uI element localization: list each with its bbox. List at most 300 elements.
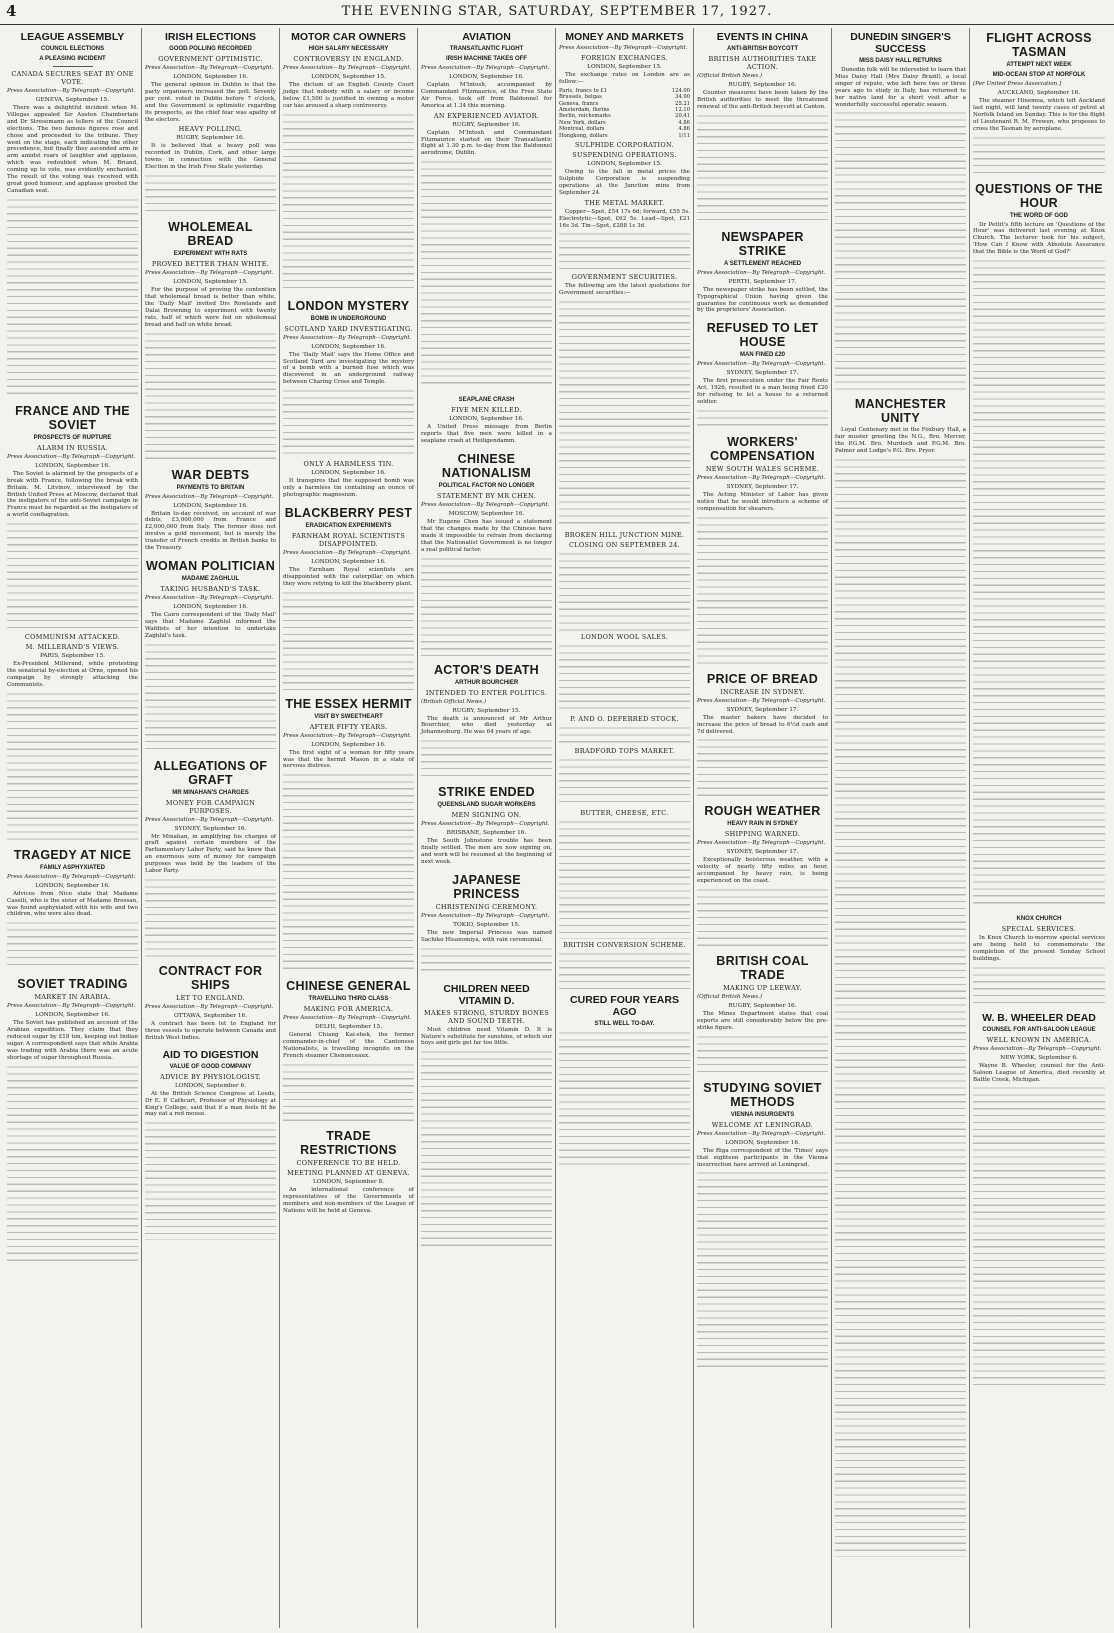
credit: (Official British News.)	[697, 994, 763, 1001]
credit: Press Association—By Telegraph—Copyright.	[559, 45, 688, 51]
dateline: PERTH, September 17.	[728, 278, 797, 285]
article-body: The death is announced of Mr Arthur Bourchier, who died yesterday at Johannesburg. He was 64 years of age.	[421, 715, 552, 736]
article-body: The Cairo correspondent of the 'Daily Mail' says that Madame Zaghlul informed the Wafdists of her intention to undertake Zaghlul's task.	[145, 611, 276, 639]
rate-label: Amsterdam, florins	[559, 107, 610, 114]
article-actors-death	[421, 663, 552, 779]
body-text-lines	[559, 231, 690, 271]
body-text-lines	[973, 1085, 1105, 1385]
subheading: ALARM IN RUSSIA.	[37, 443, 108, 452]
subheading: BRITISH AUTHORITIES TAKE ACTION.	[708, 55, 817, 71]
article-strike-ended	[421, 785, 552, 866]
headline: CURED FOUR YEARS AGO	[570, 994, 679, 1019]
article-knox-church	[973, 915, 1105, 1005]
body-text-lines	[697, 408, 828, 428]
deck: ANTI-BRITISH BOYCOTT	[727, 46, 798, 52]
article-questions-hour	[973, 182, 1105, 909]
headline: STRIKE ENDED	[438, 785, 535, 800]
rate-value: 4.86	[678, 119, 690, 126]
headline: JAPANESE PRINCESS	[452, 872, 521, 901]
body-text-lines	[973, 258, 1105, 908]
deck: VALUE OF GOOD COMPANY	[169, 1063, 252, 1070]
body-text-lines	[697, 515, 828, 665]
headline: NEWSPAPER STRIKE	[721, 229, 804, 258]
headline: TRAGEDY AT NICE	[13, 847, 132, 862]
page-number: 4	[6, 2, 17, 20]
deck: COUNSEL FOR ANTI-SALOON LEAGUE	[982, 1026, 1096, 1033]
subheading: STATEMENT BY MR CHEN.	[436, 491, 536, 500]
dateline: RUGBY, September 15.	[452, 707, 521, 714]
dateline: LONDON, September 16.	[35, 462, 110, 469]
rate-value: 4.86	[678, 126, 690, 133]
deck: PAYMENTS TO BRITAIN	[176, 484, 245, 491]
dateline: LONDON, September 16.	[311, 558, 386, 565]
article-body: It transpires that the supposed bomb was only a harmless tin containing an ounce of photographic magnesium.	[283, 478, 414, 498]
dateline: LONDON, September 15.	[587, 161, 662, 168]
credit: Press Association—By Telegraph—Copyright.	[283, 65, 412, 71]
rate-label: Paris, francs to £1	[559, 87, 607, 94]
deck: HEAVY RAIN IN SYDNEY	[727, 821, 798, 828]
article-body: Captain M'Intosh and Commandant Fitzmaurice started on their Transatlantic flight at 1.30 p.m. to-day from the Baldonnel aerodrome, Dublin.	[421, 129, 552, 157]
article-body: The Farnham Royal scientists are disappointed with the caterpillar on which they were relying to kill the blackberry plant.	[283, 566, 414, 587]
subheading: AFTER FIFTY YEARS.	[309, 722, 388, 731]
article-body: The Soviet is alarmed by the prospects of a break with France, following the break with Britain. M. Litvinov, interviewed by the British United Press at Moscow, declared that the instigators of the anti-Soviet campaign in France must be regarded as the instigators of a world conflagration.	[7, 470, 138, 519]
deck: QUEENSLAND SUGAR WORKERS	[437, 802, 536, 809]
deck: SEAPLANE CRASH	[458, 397, 515, 404]
credit: Press Association—By Telegraph—Copyright.	[7, 88, 136, 94]
article-seaplane-crash	[421, 396, 552, 445]
body-text-lines	[559, 643, 690, 713]
column-4	[418, 28, 556, 1628]
deck: MADAME ZAGHLUL	[181, 575, 240, 582]
body-text-lines	[973, 965, 1105, 1005]
dateline: DELHI, September 15.	[314, 1024, 383, 1031]
rate-label: Geneva, francs	[559, 100, 599, 107]
headline: WAR DEBTS	[171, 467, 250, 482]
dateline: SYDNEY, September 17.	[726, 706, 799, 713]
article-body: The Riga correspondent of the 'Times' says that eighteen participants in the Vienna insurrection have arrived at Leningrad.	[697, 1147, 828, 1168]
dateline: SYDNEY, September 16.	[174, 825, 247, 832]
article-body: General Chiang Kai-shek, the former commander-in-chief of the Cantonese Nationalists, is travelling incognito on the French steamer Chenonceaux.	[283, 1032, 414, 1060]
deck: MISS DAISY HALL RETURNS	[859, 58, 942, 64]
article-body: Copper—Spot, £54 17s 6d; forward, £55 5s. Electrolytic—Spot, £62 5s. Lead—Spot, £21 16s 3d. Tin—Spot, £288 1s 3d.	[559, 208, 690, 229]
dateline: OTTAWA, September 16.	[173, 1013, 248, 1019]
body-text-lines	[835, 457, 966, 1557]
headline: SOVIET TRADING	[17, 977, 128, 992]
subheading: BUTTER, CHEESE, ETC.	[580, 809, 669, 818]
body-text-lines	[559, 951, 690, 991]
credit: Press Association—By Telegraph—Copyright.	[145, 65, 274, 71]
column-3	[280, 28, 418, 1628]
dateline: PARIS, September 15.	[39, 653, 105, 660]
masthead	[0, 0, 1114, 25]
column-1	[4, 28, 142, 1628]
body-text-lines	[559, 551, 690, 631]
dateline: LONDON, September 16.	[35, 1012, 110, 1019]
dateline: LONDON, September 16.	[311, 343, 386, 350]
dateline: SYDNEY, September 17.	[726, 370, 799, 377]
article-body: The steamer Hinemoa, which left Auckland last night, will land twenty cases of petrol at Norfolk Island on Sunday. This is for the flight of Lieutenant R. M. Frewen, who proposes to cross the Tasman by aeroplane.	[973, 98, 1105, 132]
subheading: MARKET IN ARABIA.	[34, 993, 111, 1002]
headline: STUDYING SOVIET METHODS	[703, 1080, 822, 1109]
body-text-lines	[421, 1049, 552, 1249]
credit: Press Association—By Telegraph—Copyright.	[283, 732, 412, 739]
dateline: LONDON, September 16.	[725, 1139, 800, 1146]
subheading: MAKING UP LEEWAY.	[723, 984, 802, 993]
article-london-mystery	[283, 299, 414, 499]
subheading: HEAVY POLLING.	[178, 125, 243, 134]
subheading: FIVE MEN KILLED.	[451, 406, 522, 415]
article-events-china	[697, 31, 828, 223]
credit: Press Association—By Telegraph—Copyright.	[283, 334, 412, 341]
article-body: For the purpose of proving the contention that wholemeal bread is better than white, the 'Daily Mail' invited Drs Rowlands and Dalai Browning to experiment with twenty rats, half of which were fed on wholemeal bread and half on white bread.	[145, 287, 276, 328]
column-6	[694, 28, 832, 1628]
body-text-lines	[559, 819, 690, 939]
subheading: TAKING HUSBAND'S TASK.	[160, 584, 261, 593]
dateline: LONDON, September 16.	[173, 74, 248, 80]
rate-label: Brussels, belgas	[559, 94, 602, 101]
headline: CONTRACT FOR SHIPS	[158, 964, 263, 992]
subheading: CONTROVERSY IN ENGLAND.	[293, 55, 404, 63]
rate-value: 1/11	[678, 132, 690, 139]
credit: Press Association—By Telegraph—Copyright.	[421, 65, 550, 71]
body-text-lines	[559, 757, 690, 807]
subheading: MONEY FOR CAMPAIGN PURPOSES.	[165, 798, 256, 815]
headline: AID TO DIGESTION	[162, 1048, 259, 1061]
subheading: CONFERENCE TO BE HELD.	[296, 1158, 401, 1167]
subheading: MEN SIGNING ON.	[451, 811, 522, 820]
dateline: SYDNEY, September 17.	[726, 483, 799, 490]
body-text-lines	[973, 135, 1105, 175]
subheading: BROKEN HILL JUNCTION MINE.	[564, 531, 685, 540]
article-body: Captain M'Intosh, accompanied by Commandant Fitzmaurice, of the Free State Air Force, took off from Baldonnel for America at 1.34 this morning.	[421, 82, 552, 109]
article-wheeler-dead	[973, 1012, 1105, 1386]
deck: KNOX CHURCH	[1016, 916, 1062, 923]
dateline: AUCKLAND, September 16.	[997, 90, 1081, 96]
headline: WORKERS' COMPENSATION	[710, 434, 815, 463]
article-money-markets	[559, 31, 690, 1170]
subheading: SPECIAL SERVICES.	[1001, 925, 1077, 934]
credit: Press Association—By Telegraph—Copyright.	[697, 269, 826, 276]
deck: ARTHUR BOURCHIER	[454, 679, 519, 686]
rate-value: 34.90	[675, 94, 690, 101]
article-france-soviet	[7, 404, 138, 841]
credit: Press Association—By Telegraph—Copyright.	[697, 840, 826, 847]
article-manchester-unity	[835, 397, 966, 1557]
body-text-lines	[145, 331, 276, 461]
headline: BLACKBERRY PEST	[284, 505, 413, 520]
headline: LONDON MYSTERY	[287, 298, 410, 313]
article-body: Wayne B. Wheeler, counsel for the Anti-Saloon League of America, died recently at Battle Creek, Michigan.	[973, 1062, 1105, 1083]
headline: REFUSED TO LET HOUSE	[706, 321, 819, 350]
article-body: The first prosecution under the Fair Rents Act, 1926, resulted in a man being fined £20 for refusing to let a house to a returned soldier.	[697, 378, 828, 406]
article-body: Advices from Nice state that Madame Caselli, who is the sister of Madame Bressan, was found asphyxiated with his wife and two children, who were also dead.	[7, 890, 138, 918]
article-body: The Mines Department states that coal exports are still considerably below the pre-strike figure.	[697, 1011, 828, 1031]
deck: A PLEASING INCIDENT	[39, 56, 106, 62]
rate-label: Montreal, dollars	[559, 126, 605, 133]
subheading: CLOSING ON SEPTEMBER 24.	[569, 541, 680, 550]
subheading: SCOTLAND YARD INVESTIGATING.	[284, 324, 413, 333]
article-blackberry-pest	[283, 506, 414, 690]
deck: BOMB IN UNDERGROUND	[310, 315, 387, 322]
subheading: INTENDED TO ENTER POLITICS.	[425, 688, 548, 697]
subheading: GOVERNMENT SECURITIES.	[571, 273, 678, 282]
subheading: MAKING FOR AMERICA.	[303, 1005, 394, 1014]
rate-value: 25.21	[675, 100, 690, 107]
article-body: A United Press message from Berlin reports that five men were killed in a seaplane crash at Heiligendamm.	[421, 424, 552, 445]
body-text-lines	[283, 772, 414, 972]
credit: [Per United Press Association.]	[973, 81, 1062, 87]
article-body: The Acting Minister of Labor has given notice that he would introduce a scheme of compensation for shearers.	[697, 491, 828, 512]
column-7	[832, 28, 970, 1628]
body-text-lines	[145, 1120, 276, 1240]
credit: Press Association—By Telegraph—Copyright.	[421, 821, 550, 828]
deck: ATTEMPT NEXT WEEK	[1006, 62, 1072, 68]
credit: Press Association—By Telegraph—Copyright.	[145, 493, 274, 500]
dateline: TOKIO, September 15.	[453, 921, 520, 928]
article-body: The following are the latest quotations for Government securities:—	[559, 283, 690, 297]
body-text-lines	[559, 1030, 690, 1170]
rate-label: Berlin, reichsmarks	[559, 113, 611, 120]
credit: Press Association—By Telegraph—Copyright.	[421, 912, 550, 919]
article-studying-soviet	[697, 1081, 828, 1371]
article-body: The South Johnstone trouble has been finally settled. The men are now signing on, and work will be resumed at the beginning of next week.	[421, 838, 552, 865]
headline: W. B. WHEELER DEAD	[982, 1011, 1096, 1024]
credit: Press Association—By Telegraph—Copyright.	[7, 1003, 136, 1010]
subheading: LET TO ENGLAND.	[175, 994, 246, 1002]
article-body: It is believed that a heavy poll was recorded in Dublin, Cork, and other large towns in connection with the General Election in the Irish Free State yesterday.	[145, 143, 276, 171]
article-children-vitamin	[421, 983, 552, 1250]
article-dunedin-singer	[835, 31, 966, 390]
article-body: Dunedin folk will be interested to learn that Miss Daisy Hall (Mrs Daisy Brazil), a local singer of repute, who left here two or three years ago to study in Italy, has returned to her native land for a short visit after a wonderfully successful operatic season.	[835, 67, 966, 108]
credit: (British Official News.)	[421, 698, 487, 705]
article-newspaper-strike	[697, 230, 828, 315]
article-body: Owing to the fall in metal prices the Sulphide Corporation is suspending operations at the Junction mine from September 24.	[559, 169, 690, 196]
article-body: The 'Daily Mail' says the Home Office and Scotland Yard are investigating the mystery of a bomb with a burned fuse which was discovered in an underground railway between Charing Cross and Temple.	[283, 351, 414, 386]
article-body: The exchange rates on London are as follow:—	[559, 72, 690, 85]
headline: CHINESE GENERAL	[286, 979, 411, 994]
credit: Press Association—By Telegraph—Copyright.	[697, 361, 826, 368]
headline: FRANCE AND THE SOVIET	[15, 403, 130, 432]
credit: Press Association—By Telegraph—Copyright.	[145, 1004, 274, 1010]
deck: POLITICAL FACTOR NO LONGER	[438, 482, 535, 489]
rate-value: 124.00	[671, 87, 690, 94]
deck: TRANSATLANTIC FLIGHT	[449, 46, 524, 52]
headline: MONEY AND MARKETS	[565, 31, 684, 43]
body-text-lines	[7, 1064, 138, 1264]
subheading: WELCOME AT LENINGRAD.	[711, 1120, 814, 1129]
credit: Press Association—By Telegraph—Copyright.	[7, 453, 136, 460]
headline: LEAGUE ASSEMBLY	[20, 31, 125, 43]
divider	[53, 66, 93, 67]
credit: Press Association—By Telegraph—Copyright.	[283, 1015, 412, 1022]
headline: ROUGH WEATHER	[704, 804, 821, 819]
article-body: Loyal Centenary met in the Foxbury Hall, a fair muster greeting the N.G., Bro. Mercer, the P.G.M. Bro. Murdoch and P.G.M. Bro. Palmer and Lodge's P.G. Bro. Pryor.	[835, 427, 966, 455]
column-5	[556, 28, 694, 1628]
body-text-lines	[697, 113, 828, 223]
article-body: Mr Minahan, in amplifying his charges of graft against certain members of the Parliamentary Labor Party, said he knew that an enormous sum of money for campaign purposes was held by the leaders of the Labor Party.	[145, 833, 276, 875]
rate-label: Hongkong, dollars	[559, 132, 608, 139]
body-text-lines	[283, 388, 414, 458]
headline: EVENTS IN CHINA	[716, 31, 809, 43]
body-text-lines	[559, 725, 690, 745]
headline: MOTOR CAR OWNERS	[291, 31, 406, 43]
credit: Press Association—By Telegraph—Copyright.	[973, 1045, 1102, 1052]
headline: QUESTIONS OF THE HOUR	[975, 181, 1103, 210]
subheading: NEW SOUTH WALES SCHEME.	[705, 464, 820, 473]
article-flight-tasman	[973, 31, 1105, 175]
dateline: LONDON, September 16.	[173, 603, 248, 610]
deck: MAN FINED £20	[739, 352, 785, 359]
article-workers-compensation	[697, 435, 828, 665]
deck: EXPERIMENT WITH RATS	[173, 251, 248, 258]
article-aviation	[421, 31, 552, 389]
body-text-lines	[283, 590, 414, 690]
article-body: Counter measures have been taken by the British authorities to meet the threatened renewal of the anti-British boycott at Canton.	[697, 90, 828, 110]
body-text-lines	[697, 737, 828, 797]
article-body: Ex-President Millerand, while protesting the senatorial by-election at Orne, opened his campaign by strongly attacking the Communists.	[7, 661, 138, 688]
article-body: At the British Science Congress at Leeds, Dr E. P. Cathcart, Professor of Physiology at King's College, said that if a man feels fit he may eat a red mouse.	[145, 1090, 276, 1118]
article-trade-restrictions	[283, 1129, 414, 1215]
dateline: LONDON, September 8.	[312, 1178, 385, 1185]
deck: MID-OCEAN STOP AT NORFOLK	[992, 72, 1086, 78]
credit: Press Association—By Telegraph—Copyright.	[697, 474, 826, 481]
dateline: RUGBY, September 16.	[728, 1003, 797, 1010]
deck: COUNCIL ELECTIONS	[40, 46, 105, 52]
deck: VIENNA INSURGENTS	[730, 1111, 795, 1118]
subheading: MAKES STRONG, STURDY BONES AND SOUND TEETH.	[424, 1008, 549, 1025]
body-text-lines	[145, 642, 276, 752]
article-japanese-princess	[421, 873, 552, 976]
headline: PRICE OF BREAD	[706, 671, 819, 686]
rate-value: 20.41	[675, 113, 690, 120]
article-soviet-trading	[7, 977, 138, 1263]
article-allegations-graft	[145, 759, 276, 957]
article-body: There was a delightful incident when M. Villegas appealed Sir Austen Chamberlain and Dr Stresemann as tellers of the Council elections. The two famous figures rose and chose and proceeded to the tribune. They went on the stage, each indicating the other precedence, but finally they ascended arm in arm amidst roars of laughter and applause, which was redoubled when M. Briand, coming up to vote, was evidently enchanted. The result of the voting was received with great good humour, and applause greeted the Canadian seat.	[7, 105, 138, 194]
securities-table-lines	[559, 299, 690, 529]
credit: Press Association—By Telegraph—Copyright.	[697, 697, 826, 704]
article-body: An international conference of representatives of the Governments of members and non-members of the League of Nations will be held at Geneva.	[283, 1186, 414, 1214]
body-text-lines	[697, 1034, 828, 1074]
article-body: Mr Eugene Chen has issued a statement that the changes made by the Chinese have made it impossible to refrain from declaring that the Nationalist Government is no longer a real political factor.	[421, 518, 552, 553]
credit: Press Association—By Telegraph—Copyright.	[145, 594, 274, 601]
column-8	[970, 28, 1108, 1628]
subheading: CHRISTENING CEREMONY.	[435, 902, 538, 911]
deck: PROSPECTS OF RUPTURE	[33, 434, 112, 441]
subheading: FARNHAM ROYAL SCIENTISTS DISAPPOINTED.	[291, 531, 406, 548]
deck: HIGH SALARY NECESSARY	[308, 46, 389, 52]
article-refused-house	[697, 321, 828, 428]
article-body: The dictum of an English County Court judge that nobody with a salary or income below £1,500 is justified in owning a motor car has aroused a sharp controversy.	[283, 82, 414, 109]
dateline: NEW YORK, September 6.	[1000, 1054, 1078, 1061]
article-contract-ships	[145, 964, 276, 1042]
dateline: LONDON, September 16.	[449, 74, 524, 80]
article-aid-digestion	[145, 1049, 276, 1241]
headline: DUNEDIN SINGER'S SUCCESS	[850, 31, 951, 55]
dateline: LONDON, September 16.	[311, 470, 386, 477]
body-text-lines	[145, 877, 276, 957]
article-body: The new Imperial Princess was named Sachiko Hisanomiya, with rain ceremonial.	[421, 929, 552, 943]
headline: CHILDREN NEED VITAMIN D.	[443, 982, 530, 1007]
body-text-lines	[421, 738, 552, 778]
deck: ERADICATION EXPERIMENTS	[305, 522, 392, 529]
dateline: RUGBY, September 16.	[728, 82, 797, 88]
body-text-lines	[421, 556, 552, 656]
dateline: LONDON, September 16.	[449, 416, 524, 423]
body-text-lines	[283, 112, 414, 292]
dateline: BRISBANE, September 16.	[446, 830, 527, 837]
dateline: RUGBY, September 16.	[176, 135, 245, 142]
headline: ACTOR'S DEATH	[433, 662, 540, 677]
headline: FLIGHT ACROSS TASMAN	[986, 31, 1092, 59]
deck: STILL WELL TO-DAY.	[594, 1021, 655, 1028]
deck: IRISH MACHINE TAKES OFF	[446, 56, 527, 62]
headline: AVIATION	[462, 31, 511, 43]
body-text-lines	[421, 946, 552, 976]
credit: Press Association—By Telegraph—Copyright.	[697, 1130, 826, 1137]
credit: Press Association—By Telegraph—Copyright.	[145, 816, 274, 823]
article-body: Britain to-day received, on account of war debts, £3,000,000 from France and £2,000,000 from Italy. The former does not involve a gold movement, but is merely the transfer of French credits in British banks to the Treasury.	[145, 510, 276, 552]
headline: WHOLEMEAL BREAD	[168, 220, 253, 249]
rate-value: 12.10	[675, 107, 690, 114]
credit: (Official British News.)	[697, 73, 763, 79]
dateline: LONDON, September 16.	[35, 882, 110, 889]
headline: THE ESSEX HERMIT	[285, 696, 412, 711]
dateline: MOSCOW, September 16.	[448, 510, 525, 517]
dateline: LONDON, September 15.	[311, 74, 386, 80]
article-body: The Soviet has published an account of the Arabian expedition. They claim that they reduced sugar by £18 ton, keeping out Indian sugar. A correspondent says that while Arabia was trading with Arabia there was an acute shortage of sugar throughout Russia.	[7, 1020, 138, 1061]
rate-label: New York, dollars	[559, 119, 606, 126]
article-chinese-nationalism	[421, 452, 552, 656]
deck: TRAVELLING THIRD CLASS	[308, 996, 389, 1003]
article-body: Dr Pettit's fifth lecture on 'Questions of the Hour' was delivered last evening at Knox Church. The lecturer took for his subject, 'How Can I Know with Absolute Assurance that the Bible is the Word of God?'	[973, 221, 1105, 256]
subheading: GOVERNMENT OPTIMISTIC.	[158, 55, 263, 63]
subheading: M. MILLERAND'S VIEWS.	[25, 643, 120, 652]
subheading: WELL KNOWN IN AMERICA.	[986, 1035, 1092, 1044]
body-text-lines	[145, 173, 276, 213]
article-war-debts	[145, 468, 276, 552]
headline: WOMAN POLITICIAN	[145, 558, 276, 573]
body-text-lines	[7, 197, 138, 397]
subheading: PROVED BETTER THAN WHITE.	[151, 260, 270, 269]
dateline: LONDON, September 16.	[173, 502, 248, 509]
subheading: CANADA SECURES SEAT BY ONE VOTE.	[11, 70, 134, 86]
deck: THE WORD OF GOD	[1010, 212, 1068, 219]
subheading: INCREASE IN SYDNEY.	[720, 687, 805, 696]
dateline: LONDON, September 16.	[311, 741, 386, 748]
article-chinese-general	[283, 979, 414, 1122]
credit: Press Association—By Telegraph—Copyright.	[145, 270, 274, 277]
dateline: LONDON, September 15.	[587, 64, 662, 70]
article-british-coal	[697, 954, 828, 1074]
deck: VISIT BY SWEETHEART	[314, 713, 383, 720]
article-league-assembly	[7, 31, 138, 397]
article-tragedy-nice	[7, 848, 138, 971]
article-body: Most children need Vitamin D. It is Nature's substitute for sunshine, of which our boys and girls get far too little.	[421, 1026, 552, 1047]
headline: TRADE RESTRICTIONS	[300, 1128, 397, 1157]
article-motor-car-owners	[283, 31, 414, 292]
subheading: FOREIGN EXCHANGES.	[581, 54, 668, 62]
article-woman-politician	[145, 559, 276, 752]
dateline: RUGBY, September 16.	[452, 121, 521, 128]
subheading: SUSPENDING OPERATIONS.	[572, 151, 677, 160]
article-essex-hermit	[283, 697, 414, 973]
subheading: BRITISH CONVERSION SCHEME.	[563, 941, 686, 950]
deck: MR MINAHAN'S CHARGES	[172, 789, 249, 796]
table-row	[559, 133, 690, 139]
subheading: COMMUNISM ATTACKED.	[24, 633, 121, 642]
headline: IRISH ELECTIONS	[164, 31, 256, 43]
deck: A SETTLEMENT REACHED	[723, 260, 802, 267]
